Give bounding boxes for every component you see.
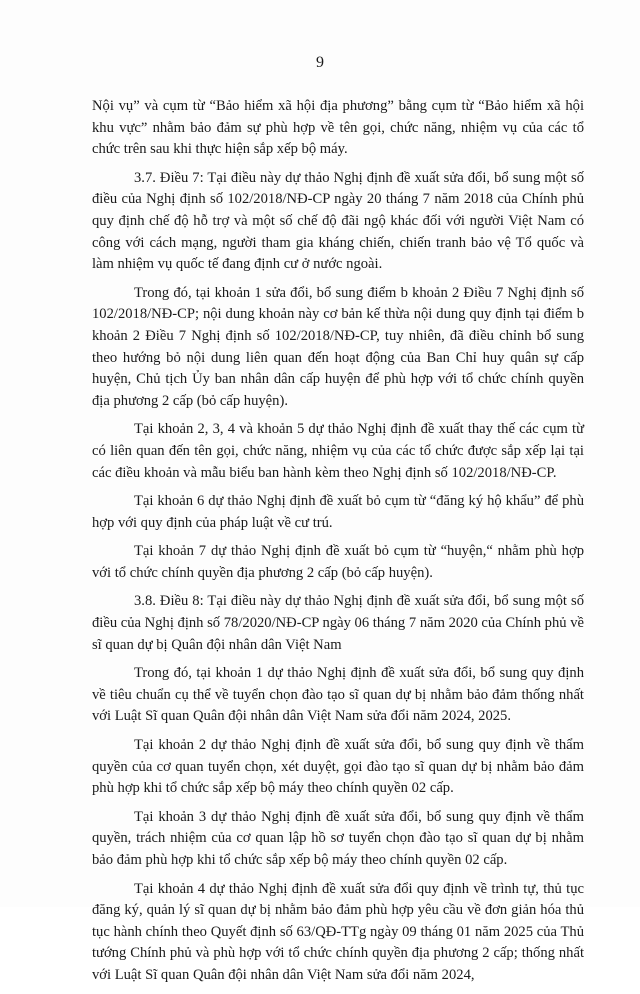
paragraph-article-8-clause-2: Tại khoản 2 dự thảo Nghị định đề xuất sửa đổi, bổ sung quy định về thẩm quyền của cơ quan tuyển chọn, xét duyệt, gọi đào tạo sĩ quan dự bị nhằm bảo đảm phù hợp khi tổ chức sắp xếp bộ máy theo chính quyền 02 cấp. xyxy=(92,737,584,797)
document-body xyxy=(92,96,584,994)
paragraph-article-8-clause-3: Tại khoản 3 dự thảo Nghị định đề xuất sửa đổi, bổ sung quy định về thẩm quyền, trách nhiệm của cơ quan lập hồ sơ tuyển chọn đào tạo sĩ quan dự bị nhằm bảo đảm phù hợp khi tổ chức sắp xếp bộ máy theo chính quyền 02 cấp. xyxy=(92,808,584,868)
paragraph-article-8-clause-1: Trong đó, tại khoản 1 dự thảo Nghị định đề xuất sửa đổi, bổ sung quy định về tiêu chuẩn cụ thể về tuyển chọn đào tạo sĩ quan dự bị nhằm bảo đảm thống nhất với Luật Sĩ quan Quân đội nhân dân Việt Nam sửa đổi năm 2024, 2025. xyxy=(92,665,584,725)
paragraph-article-7-clauses-2-5: Tại khoản 2, 3, 4 và khoản 5 dự thảo Nghị định đề xuất thay thế các cụm từ có liên quan đến tên gọi, chức năng, nhiệm vụ của các tổ chức được sắp xếp lại tại các điều khoản và mẫu biểu ban hành kèm theo Nghị định số 102/2018/NĐ-CP. xyxy=(92,421,584,481)
paragraph-article-8: 3.8. Điều 8: Tại điều này dự thảo Nghị định đề xuất sửa đổi, bổ sung một số điều của Nghị định số 78/2020/NĐ-CP ngày 06 tháng 7 năm 2020 của Chính phủ về sĩ quan dự bị Quân đội nhân dân Việt Nam xyxy=(92,593,584,653)
paragraph-article-7: 3.7. Điều 7: Tại điều này dự thảo Nghị định đề xuất sửa đổi, bổ sung một số điều của Nghị định số 102/2018/NĐ-CP ngày 20 tháng 7 năm 2018 của Chính phủ quy định chế độ hỗ trợ và một số chế độ đãi ngộ khác đối với người Việt Nam có công với cách mạng, người tham gia kháng chiến, chiến tranh bảo vệ Tổ quốc và làm nhiệm vụ quốc tế đang định cư ở nước ngoài. xyxy=(92,169,584,273)
paragraph-article-7-clause-1: Trong đó, tại khoản 1 sửa đổi, bổ sung điểm b khoản 2 Điều 7 Nghị định số 102/2018/NĐ-CP; nội dung khoản này cơ bản kế thừa nội dung quy định tại điểm b khoản 2 Điều 7 Nghị định số 102/2018/NĐ-CP, tuy nhiên, đã điều chỉnh bổ sung theo hướng bỏ nội dung liên quan đến hoạt động của Ban Chỉ huy quân sự cấp huyện, Chủ tịch Ủy ban nhân dân cấp huyện để phù hợp với tổ chức chính quyền địa phương 2 cấp (bỏ cấp huyện). xyxy=(92,284,584,409)
paragraph-article-7-clause-7: Tại khoản 7 dự thảo Nghị định đề xuất bỏ cụm từ “huyện,“ nhằm phù hợp với tổ chức chính quyền địa phương 2 cấp (bỏ cấp huyện). xyxy=(92,543,584,581)
paragraph-article-8-clause-4: Tại khoản 4 dự thảo Nghị định đề xuất sửa đổi quy định về trình tự, thủ tục đăng ký, quản lý sĩ quan dự bị nhằm bảo đảm phù hợp yêu cầu về đơn giản hóa thủ tục hành chính theo Quyết định số 63/QĐ-TTg ngày 09 tháng 01 năm 2025 của Thủ tướng Chính phủ và phù hợp với tổ chức chính quyền địa phương 2 cấp; thống nhất với Luật Sĩ quan Quân đội nhân dân Việt Nam sửa đổi năm 2024, xyxy=(92,880,584,983)
paragraph-article-7-clause-6: Tại khoản 6 dự thảo Nghị định đề xuất bỏ cụm từ “đăng ký hộ khẩu” để phù hợp với quy định của pháp luật về cư trú. xyxy=(92,493,584,531)
page-number: 9 xyxy=(316,54,324,71)
paragraph-continuation: Nội vụ” và cụm từ “Bảo hiểm xã hội địa phương” bằng cụm từ “Bảo hiểm xã hội khu vực” nhằm bảo đảm sự phù hợp về tên gọi, chức năng, nhiệm vụ của các tổ chức trên sau khi thực hiện sắp xếp bộ máy. xyxy=(92,98,584,158)
